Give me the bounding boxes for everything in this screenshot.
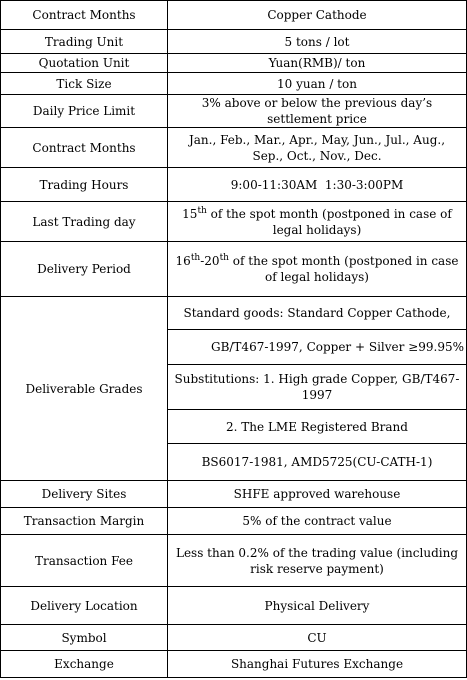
row-label: Contract Months xyxy=(1,1,168,30)
table-row xyxy=(1,651,467,678)
table-row xyxy=(1,535,467,587)
table-row xyxy=(1,168,467,202)
grade-line: Substitutions: 1. High grade Copper, GB/T467-1997 xyxy=(168,365,467,410)
row-label: Daily Price Limit xyxy=(1,95,168,128)
row-value: Jan., Feb., Mar., Apr., May, Jun., Jul., Aug., Sep., Oct., Nov., Dec. xyxy=(168,128,467,168)
table-row xyxy=(1,242,467,297)
grade-line: 2. The LME Registered Brand xyxy=(168,410,467,444)
table-row xyxy=(1,73,467,95)
table-row xyxy=(1,128,467,168)
table-row xyxy=(1,30,467,54)
table-row xyxy=(1,587,467,625)
row-value: 5 tons / lot xyxy=(168,30,467,54)
table-row xyxy=(1,54,467,73)
ordinal-suffix: th xyxy=(219,253,229,263)
row-label: Contract Months xyxy=(1,128,168,168)
value-text: of the spot month (postponed in case of legal holidays) xyxy=(206,206,452,237)
row-label: Delivery Location xyxy=(1,587,168,625)
row-value: Shanghai Futures Exchange xyxy=(168,651,467,678)
table-row xyxy=(1,202,467,242)
row-label: Last Trading day xyxy=(1,202,168,242)
row-value: 5% of the contract value xyxy=(168,508,467,535)
grade-line: Standard goods: Standard Copper Cathode, xyxy=(168,297,467,330)
row-label: Quotation Unit xyxy=(1,54,168,73)
table-row xyxy=(1,297,467,330)
table-row xyxy=(1,625,467,651)
row-value: Physical Delivery xyxy=(168,587,467,625)
ordinal-suffix: th xyxy=(190,253,201,263)
row-value: 9:00-11:30AM 1:30-3:00PM xyxy=(168,168,467,202)
row-label: Symbol xyxy=(1,625,168,651)
value-text: 16 xyxy=(175,254,191,268)
value-text: -20 xyxy=(200,254,220,268)
row-value xyxy=(168,202,467,242)
row-label: Delivery Period xyxy=(1,242,168,297)
row-label: Trading Hours xyxy=(1,168,168,202)
row-value: CU xyxy=(168,625,467,651)
row-label: Delivery Sites xyxy=(1,481,168,508)
row-value: 3% above or below the previous day’s settlement price xyxy=(168,95,467,128)
row-value: Copper Cathode xyxy=(168,1,467,30)
row-value: Less than 0.2% of the trading value (including risk reserve payment) xyxy=(168,535,467,587)
row-label: Deliverable Grades xyxy=(1,297,168,481)
row-label: Transaction Fee xyxy=(1,535,168,587)
row-label: Tick Size xyxy=(1,73,168,95)
grade-line: BS6017-1981, AMD5725(CU-CATH-1) xyxy=(168,444,467,481)
row-value: 10 yuan / ton xyxy=(168,73,467,95)
row-label: Trading Unit xyxy=(1,30,168,54)
row-value xyxy=(168,242,467,297)
value-text: 15 xyxy=(182,206,198,221)
table-row xyxy=(1,508,467,535)
row-value: SHFE approved warehouse xyxy=(168,481,467,508)
grade-line: GB/T467-1997, Copper + Silver ≥99.95% xyxy=(168,330,467,365)
row-label: Transaction Margin xyxy=(1,508,168,535)
table-row xyxy=(1,95,467,128)
ordinal-suffix: th xyxy=(197,205,207,216)
table-row xyxy=(1,1,467,30)
value-text: of the spot month (postponed in case of legal holidays) xyxy=(228,254,459,284)
row-label: Exchange xyxy=(1,651,168,678)
table-row xyxy=(1,481,467,508)
row-value: Yuan(RMB)/ ton xyxy=(168,54,467,73)
